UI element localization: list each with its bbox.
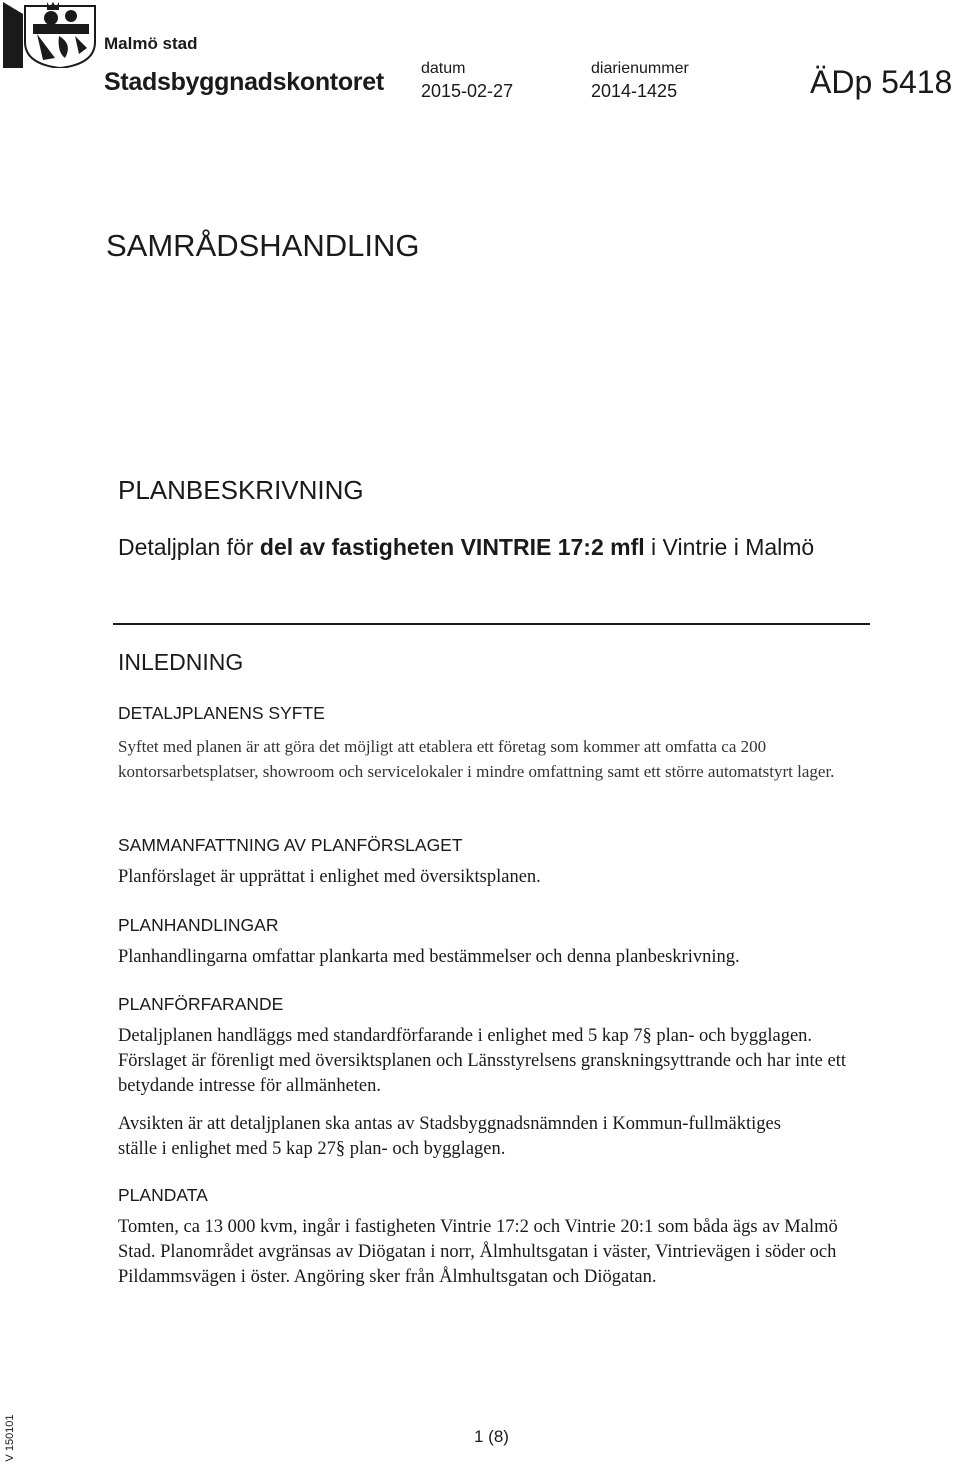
date-value: 2015-02-27 [421, 81, 514, 101]
date-label: datum [421, 60, 466, 77]
department-name: Stadsbyggnadskontoret [104, 68, 384, 96]
paragraph: Detaljplanen handläggs med standardförfarande i enlighet med 5 kap 7§ plan- och bygglagen. Förslaget är förenligt med översiktsplanen och Länsstyrelsens granskningsyttrande och har inte ett betydande intresse för allmänheten. [118, 1026, 846, 1096]
document-type-title: PLANBESKRIVNING [118, 475, 364, 505]
subsection-heading: PLANFÖRFARANDE [118, 994, 284, 1014]
document-status: SAMRÅDSHANDLING [106, 228, 420, 263]
document-code: ÄDp 5418 [810, 64, 953, 100]
subsection-heading: SAMMANFATTNING AV PLANFÖRSLAGET [118, 835, 463, 855]
subsection-heading: PLANDATA [118, 1185, 208, 1205]
organization-name: Malmö stad [104, 34, 198, 53]
subsection-heading: DETALJPLANENS SYFTE [118, 703, 325, 723]
paragraph: Tomten, ca 13 000 kvm, ingår i fastigheten Vintrie 17:2 och Vintrie 20:1 som båda ägs av Malmö Stad. Planområdet avgränsas av Diögatan i norr, Ålmhultsgatan i väster, Vintrievägen i söder och Pildammsvägen i öster. Angöring sker från Ålmhultsgatan och Diögatan. [118, 1217, 838, 1287]
registration-number-value: 2014-1425 [591, 81, 678, 101]
section-heading: INLEDNING [118, 649, 244, 675]
subtitle-property: del av fastigheten VINTRIE 17:2 mfl [259, 534, 645, 560]
paragraph: Planförslaget är upprättat i enlighet med översiktsplanen. [118, 867, 541, 887]
page-number: 1 (8) [474, 1427, 509, 1446]
registration-number-label: diarienummer [591, 60, 689, 77]
title-divider [113, 623, 870, 625]
paragraph: Syftet med planen är att göra det möjligt att etablera ett företag som kommer att omfatta ca 200 kontorsarbetsplatser, showroom och servicelokaler i mindre omfattning samt ett större automatstyrt lager. [118, 737, 835, 781]
subtitle-suffix: i Vintrie i Malmö [644, 534, 815, 560]
malmo-city-coat-of-arms-icon [3, 2, 99, 68]
subtitle-prefix: Detaljplan för [118, 534, 260, 560]
version-code: V 150101 [4, 1414, 16, 1462]
subsection-heading: PLANHANDLINGAR [118, 915, 279, 935]
document-subtitle [118, 532, 878, 563]
paragraph: Avsikten är att detaljplanen ska antas av Stadsbyggnadsnämnden i Kommun-fullmäktiges ställe i enlighet med 5 kap 27§ plan- och bygglagen. [118, 1114, 781, 1159]
paragraph: Planhandlingarna omfattar plankarta med bestämmelser och denna planbeskrivning. [118, 947, 740, 967]
